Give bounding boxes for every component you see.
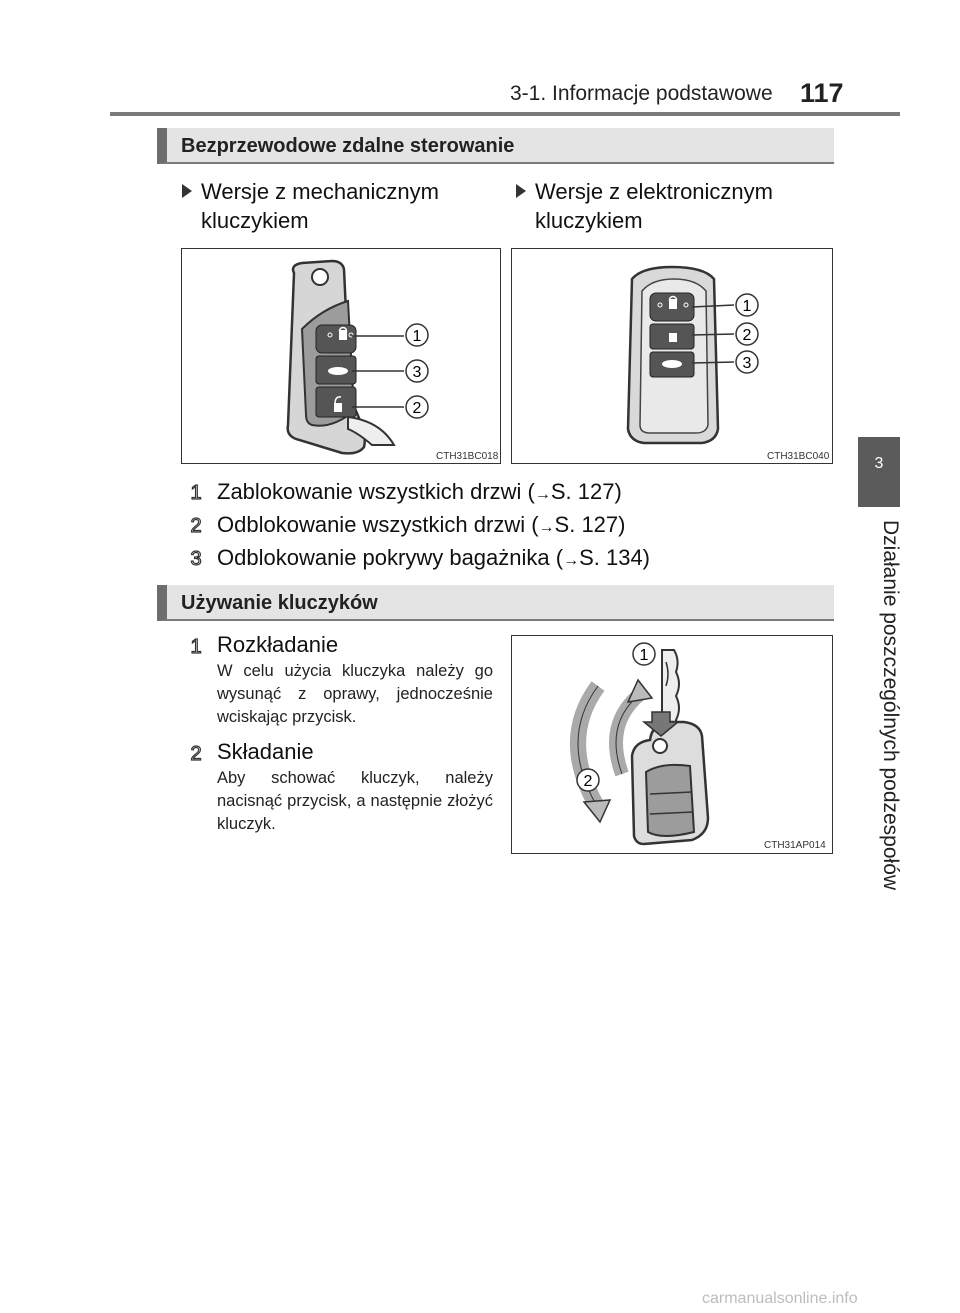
item-folding-title: Składanie [217,739,314,764]
list-number-2 [184,738,208,764]
header-section-title: 3-1. Informacje podstawowe [510,82,773,105]
chapter-title: Działanie poszczególnych podzespołów [879,520,902,891]
svg-text:2: 2 [412,400,422,417]
svg-text:1: 1 [742,298,752,315]
section-heading-remote [157,128,834,164]
callout-3 [736,351,758,373]
variant-mechanical-line1: Wersje z mechanicznym [201,179,439,204]
svg-text:1: 1 [190,636,202,658]
svg-text:3: 3 [412,364,422,381]
callout-1 [736,294,758,316]
callout-2 [577,769,599,791]
figure-code-left: CTH31BC018 [436,451,499,462]
figure-mechanical-key [181,248,501,464]
list-number-1 [184,477,208,503]
svg-text:3: 3 [742,355,752,372]
variant-mechanical [182,177,482,235]
figure-key-usage [511,635,833,854]
list-item-text: Odblokowanie pokrywy bagażnika ( [217,545,564,570]
svg-text:2: 2 [583,773,593,790]
page-reference: S. 127) [550,479,622,504]
variant-electronic-line2: kluczykiem [535,208,643,233]
item-unfolding-title: Rozkładanie [217,632,339,657]
chapter-number: 3 [874,455,884,472]
callout-3 [406,360,428,382]
list-number-2 [184,510,208,536]
svg-text:1: 1 [190,482,202,504]
chapter-tab [858,437,900,507]
triangle-bullet-icon [516,184,526,198]
arrow-right-icon: → [534,486,551,503]
svg-text:2: 2 [190,743,202,765]
page-number: 117 [800,78,844,108]
section-heading-keys-text: Używanie kluczyków [181,592,378,614]
item-folding-desc: Aby schować kluczyk, należy nacisnąć przycisk, a następnie złożyć kluczyk. [217,769,493,833]
list-item-text: Zablokowanie wszystkich drzwi ( [217,479,535,504]
mechanical-key-illustration [182,249,499,462]
watermark: carmanualsonline.info [702,1290,858,1307]
arrow-right-icon: → [538,519,555,536]
svg-text:1: 1 [412,328,422,345]
callout-1 [406,324,428,346]
svg-text:1: 1 [639,647,649,664]
list-item-unlock-trunk [217,545,650,571]
variant-mechanical-line2: kluczykiem [201,208,309,233]
arrow-right-icon: → [563,552,580,569]
figure-electronic-key [511,248,833,464]
figure-code-right: CTH31BC040 [767,451,830,462]
section-heading-keys [157,585,834,621]
electronic-key-illustration [512,249,831,462]
list-item-lock-all [217,479,622,505]
section-heading-remote-text: Bezprzewodowe zdalne sterowanie [181,135,515,157]
page-reference: S. 134) [579,545,651,570]
list-item-unlock-all [217,512,625,538]
page-reference: S. 127) [554,512,626,537]
list-number-1 [184,631,208,657]
list-item-text: Odblokowanie wszystkich drzwi ( [217,512,539,537]
item-unfolding-desc: W celu użycia kluczyka należy go wysunąć z oprawy, jednocześnie wciskając przycisk. [217,662,493,726]
key-usage-illustration [512,636,831,852]
variant-electronic [516,177,816,235]
callout-2 [406,396,428,418]
list-number-3 [184,543,208,569]
header-rule [110,112,900,116]
svg-text:2: 2 [190,515,202,537]
figure-code-usage: CTH31AP014 [764,840,826,851]
callout-2 [736,323,758,345]
variant-electronic-line1: Wersje z elektronicznym [535,179,773,204]
callout-1 [633,643,655,665]
triangle-bullet-icon [182,184,192,198]
svg-text:2: 2 [742,327,752,344]
svg-text:3: 3 [190,548,202,570]
